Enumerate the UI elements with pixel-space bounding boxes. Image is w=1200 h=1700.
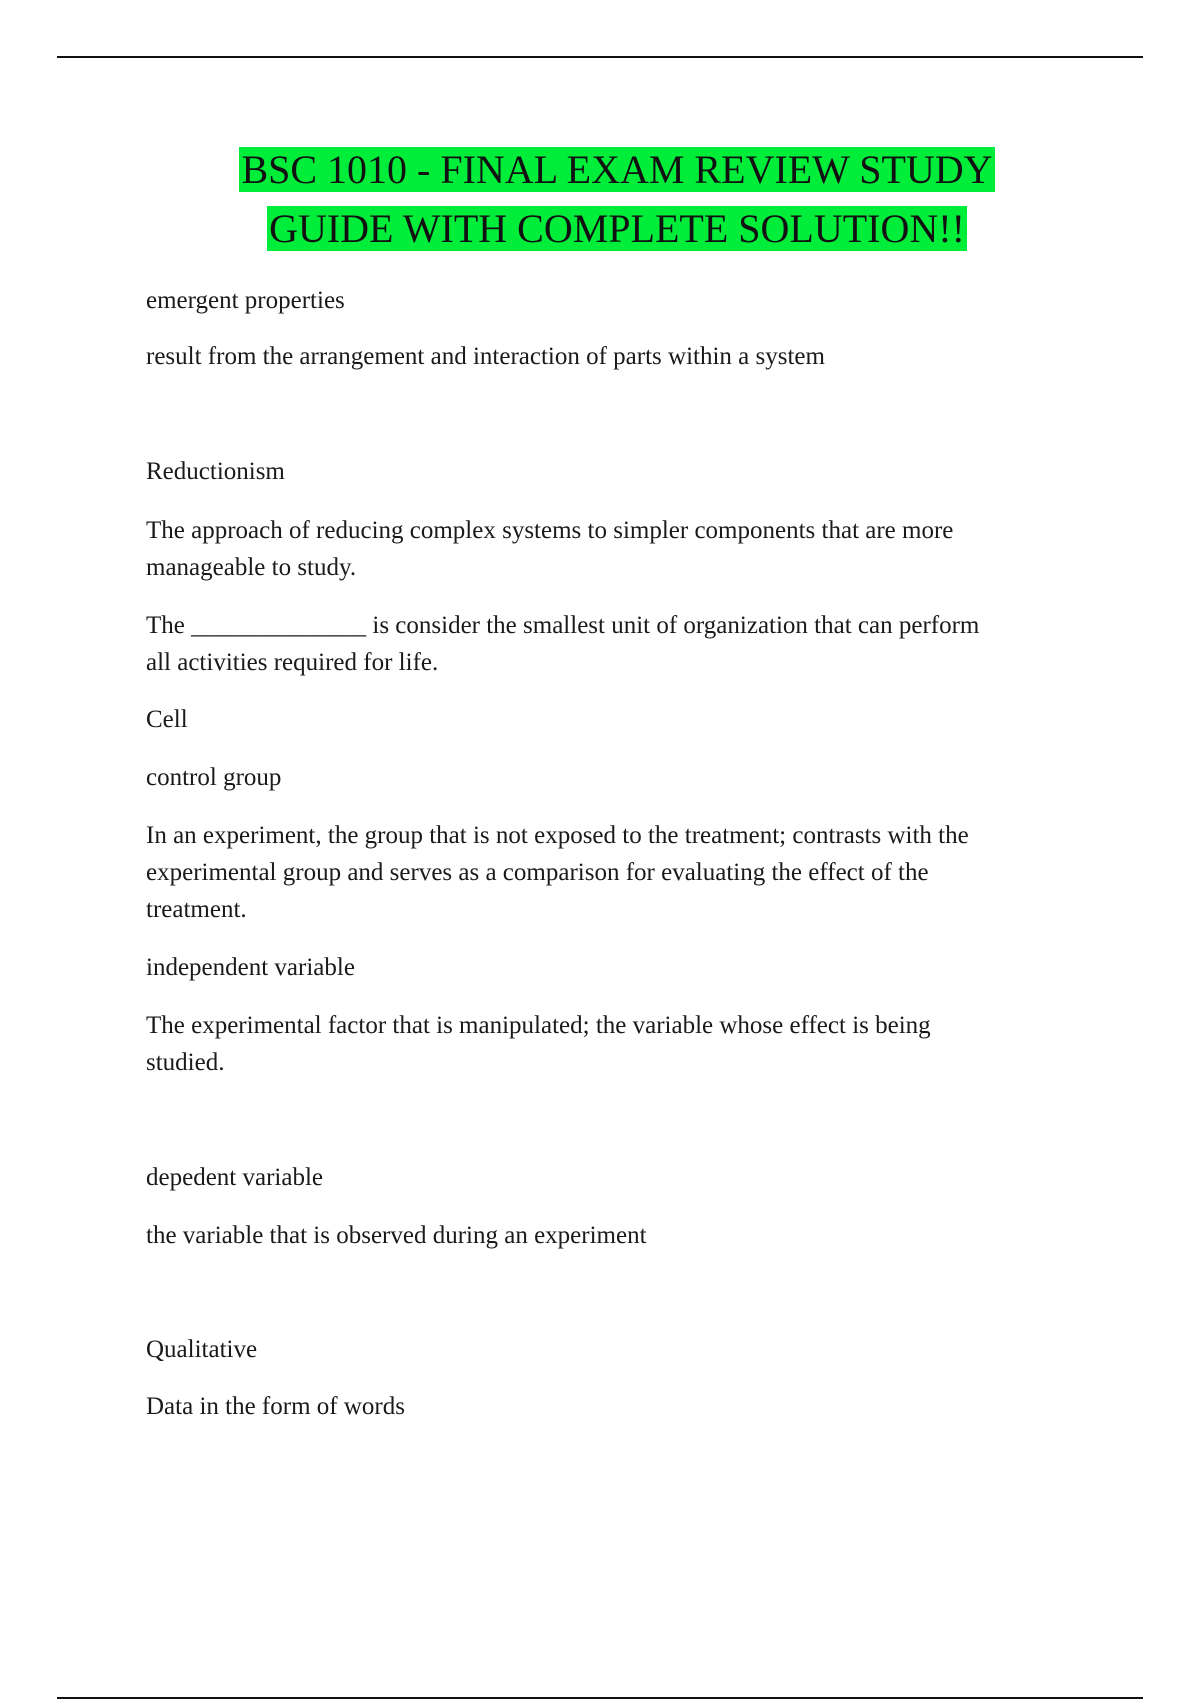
definition-line: manageable to study. (146, 554, 357, 581)
definition-qualitative: Data in the form of words (146, 1393, 405, 1420)
definition-emergent-properties: result from the arrangement and interaction of parts within a system (146, 343, 825, 370)
question-line: The ______________ is consider the smallest unit of organization that can perform (146, 612, 980, 639)
question-line: all activities required for life. (146, 649, 439, 676)
top-rule (57, 56, 1143, 58)
definition-line: The approach of reducing complex systems to simpler components that are more (146, 517, 954, 544)
bottom-rule (57, 1697, 1143, 1699)
definition-line: experimental group and serves as a comparison for evaluating the effect of the (146, 859, 929, 886)
term-independent-variable: independent variable (146, 954, 355, 981)
term-control-group: control group (146, 764, 282, 791)
document-title (0, 140, 1200, 258)
term-emergent-properties: emergent properties (146, 287, 345, 314)
term-reductionism: Reductionism (146, 458, 285, 485)
term-qualitative: Qualitative (146, 1336, 258, 1363)
definition-control-group (146, 817, 1086, 928)
definition-dependent-variable: the variable that is observed during an experiment (146, 1222, 647, 1249)
question-smallest-unit (146, 607, 1086, 681)
answer-cell: Cell (146, 706, 188, 733)
definition-line: The experimental factor that is manipulated; the variable whose effect is being (146, 1012, 931, 1039)
definition-reductionism (146, 512, 1086, 586)
title-line-1: BSC 1010 - FINAL EXAM REVIEW STUDY (241, 147, 993, 192)
definition-line: studied. (146, 1049, 225, 1076)
definition-line: In an experiment, the group that is not exposed to the treatment; contrasts with the (146, 822, 969, 849)
term-dependent-variable: depedent variable (146, 1164, 323, 1191)
definition-line: treatment. (146, 896, 247, 923)
definition-independent-variable (146, 1007, 1086, 1081)
title-line-2: GUIDE WITH COMPLETE SOLUTION!! (269, 206, 965, 251)
